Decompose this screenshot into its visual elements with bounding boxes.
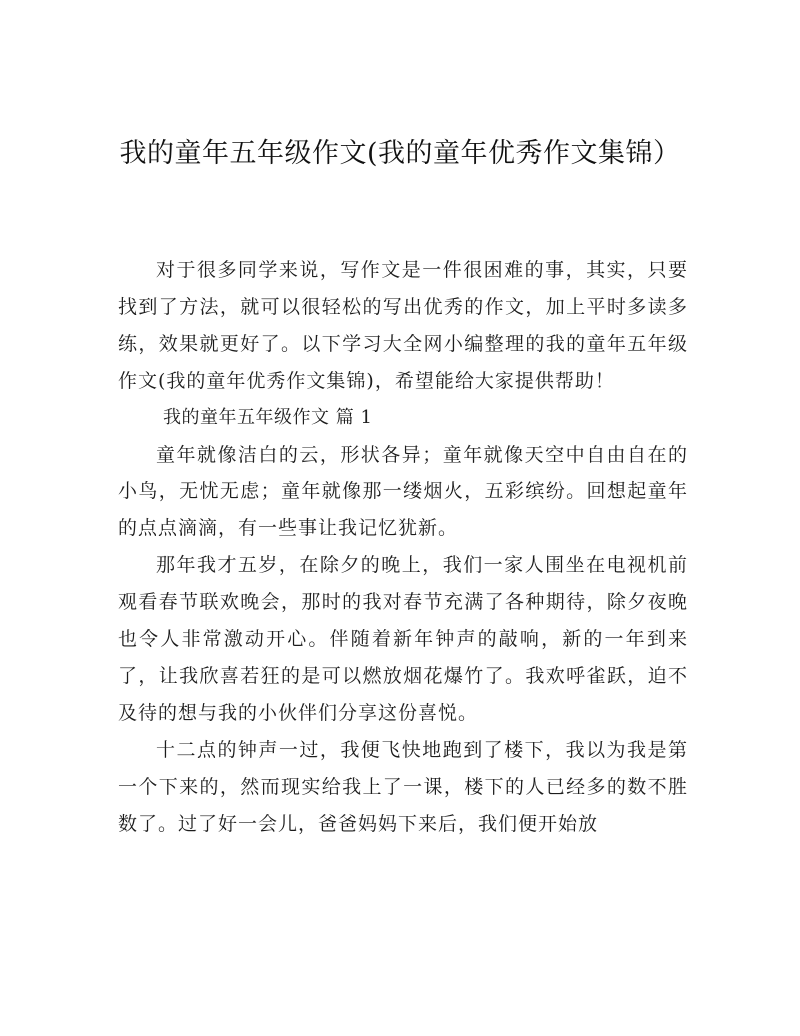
document-body <box>118 252 688 843</box>
body-paragraph-1: 童年就像洁白的云，形状各异；童年就像天空中自由自在的小鸟，无忧无虑；童年就像那一缕烟火，五彩缤纷。回想起童年的点点滴滴，有一些事让我记忆犹新。 <box>118 443 688 540</box>
document-title: 我的童年五年级作文(我的童年优秀作文集锦） <box>119 138 681 169</box>
intro-paragraph: 对于很多同学来说，写作文是一件很困难的事，其实，只要找到了方法，就可以很轻松的写出优秀的作文，加上平时多读多练，效果就更好了。以下学习大全网小编整理的我的童年五年级作文(我的童年优秀作文集锦)，希望能给大家提供帮助！ <box>118 259 688 392</box>
section-heading: 我的童年五年级作文 篇 1 <box>163 406 373 428</box>
body-paragraph-3: 十二点的钟声一过，我便飞快地跑到了楼下，我以为我是第一个下来的，然而现实给我上了一课，楼下的人已经多的数不胜数了。过了好一会儿，爸爸妈妈下来后，我们便开始放 <box>118 738 688 835</box>
body-paragraph-2: 那年我才五岁，在除夕的晚上，我们一家人围坐在电视机前观看春节联欢晚会，那时的我对春节充满了各种期待，除夕夜晚也令人非常激动开心。伴随着新年钟声的敲响，新的一年到来了，让我欣喜若狂的是可以燃放烟花爆竹了。我欢呼雀跃，迫不及待的想与我的小伙伴们分享这份喜悦。 <box>118 554 688 724</box>
